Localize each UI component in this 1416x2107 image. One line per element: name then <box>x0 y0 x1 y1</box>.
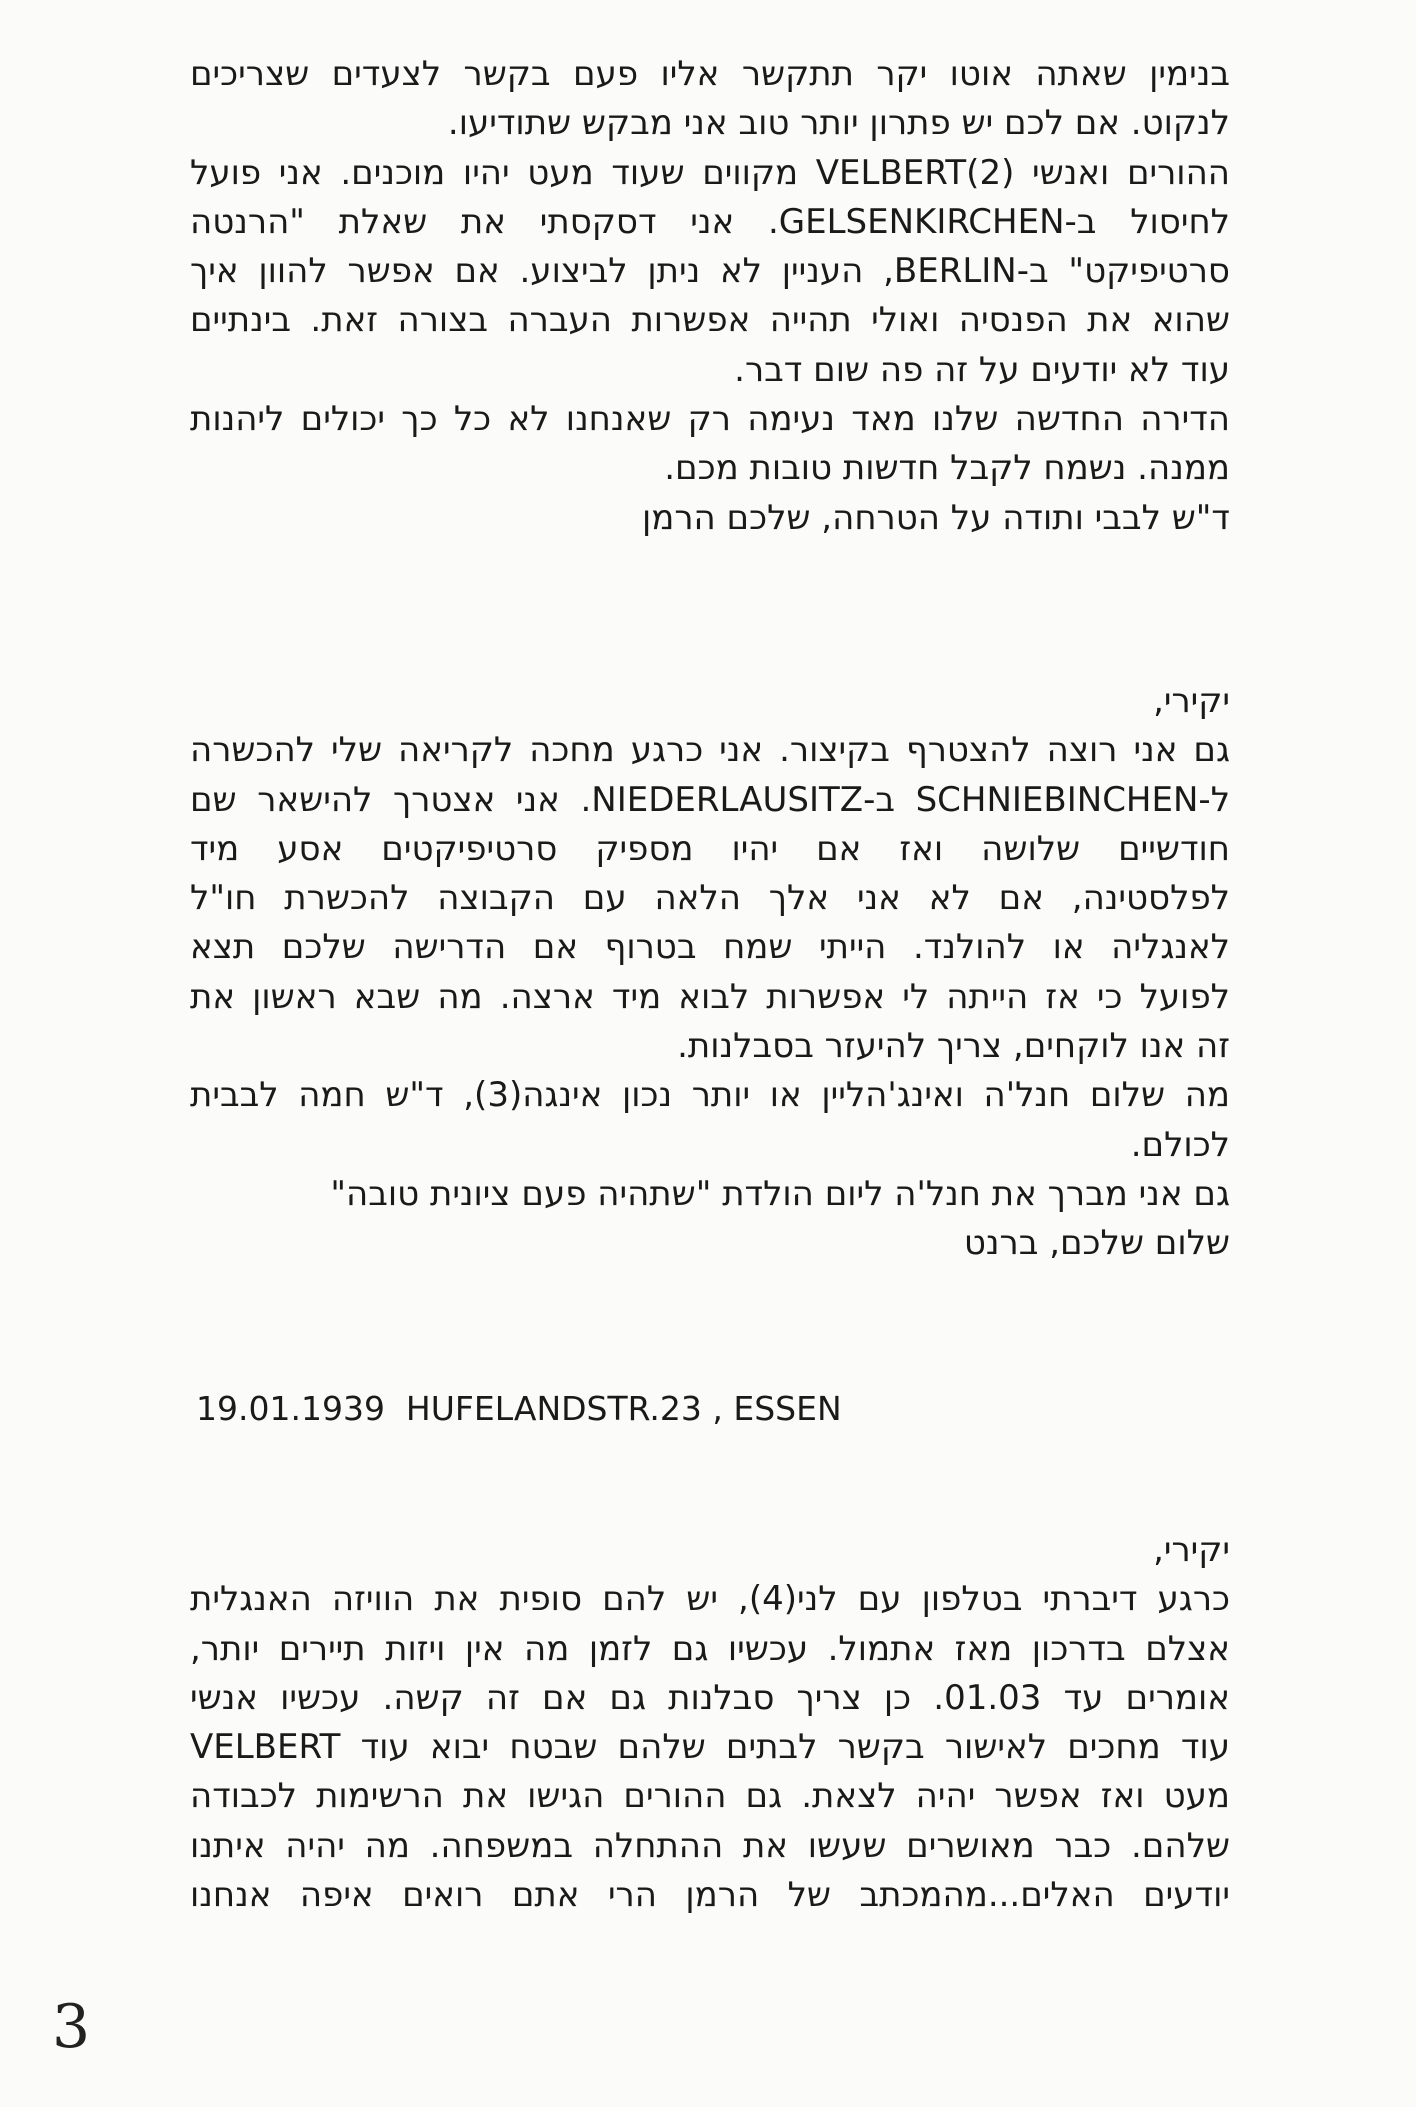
letter-2-text <box>190 677 1230 1269</box>
text-line: אומרים עד 01.03. כן צריך סבלנות גם אם זה קשה. עכשיו אנשי <box>190 1677 1230 1718</box>
text-line: חודשיים שלושה ואז אם יהיו מספיק סרטיפיקטים אסע מיד <box>190 828 1230 869</box>
text-line: אצלם בדרכון מאז אתמול. עכשיו גם לזמן מה אין ויזות תיירים יותר, <box>190 1628 1230 1669</box>
letter-1-text <box>190 50 1230 543</box>
text-line: ההורים ואנשי VELBERT(2) מקווים שעוד מעט יהיו מוכנים. אני פועל <box>190 152 1230 193</box>
salutation: יקירי, <box>1153 681 1230 721</box>
text-line: ממנה. נשמח לקבל חדשות טובות מכם. <box>664 448 1230 489</box>
signature-line: ד"ש לבבי ותודה על הטרחה, שלכם הרמן <box>641 497 1230 538</box>
text-line: ל-SCHNIEBINCHEN ב-NIEDERLAUSITZ. אני אצטרך להישאר שם <box>190 779 1231 820</box>
text-line: VELBERT עוד מחכים לאישור בקשר לבתים שלהם שבטח יבוא עוד <box>190 1727 1230 1768</box>
text-line: לפועל כי אז הייתה לי אפשרות לבוא מיד ארצה. מה שבא ראשון את <box>190 976 1230 1017</box>
text-line: לנקוט. אם לכם יש פתרון יותר טוב אני מבקש שתודיעו. <box>447 103 1230 144</box>
text-line: שלהם. כבר מאושרים שעשו את ההתחלה במשפחה. מה יהיה איתנו <box>190 1825 1230 1866</box>
text-line: לכולם. <box>1130 1124 1230 1165</box>
text-line: לחיסול ב-GELSENKIRCHEN. אני דסקסתי את שאלת "הרנטה <box>190 201 1230 242</box>
text-line: שהוא את הפנסיה ואולי תהייה אפשרות העברה בצורה זאת. בינתיים <box>190 300 1230 341</box>
letter-dateline: 19.01.1939 HUFELANDSTR.23 , ESSEN <box>196 1389 842 1428</box>
signature-line: שלום שלכם, ברנט <box>963 1223 1230 1264</box>
text-line: לאנגליה או להולנד. הייתי שמח בטרוף אם הדרישה שלכם תצא <box>190 927 1230 968</box>
text-line: גם אני מברך את חנל'ה ליום הולדת "שתהיה פעם ציונית טובה" <box>330 1173 1230 1214</box>
text-line: לפלסטינה, אם לא אני אלך הלאה עם הקבוצה להכשרת חו"ל <box>190 878 1230 919</box>
text-line: גם אני רוצה להצטרף בקיצור. אני כרגע מחכה לקריאה שלי להכשרה <box>190 730 1230 771</box>
text-line: סרטיפיקט" ב-BERLIN, העניין לא ניתן לביצוע. אם אפשר להוון איך <box>190 251 1230 292</box>
letter-3-text <box>190 1526 1230 1920</box>
text-line: יודעים האלים...מהמכתב של הרמן הרי אתם רואים איפה אנחנו <box>190 1875 1230 1916</box>
text-line: מעט ואז אפשר יהיה לצאת. גם ההורים הגישו את הרשימות לכבודה <box>190 1776 1230 1817</box>
text-line: זה אנו לוקחים, צריך להיעזר בסבלנות. <box>677 1026 1230 1067</box>
salutation: יקירי, <box>1153 1530 1230 1570</box>
text-line: מה שלום חנל'ה ואינג'הליין או יותר נכון אינגה(3), ד"ש חמה לבבית <box>190 1075 1231 1116</box>
text-line: הדירה החדשה שלנו מאד נעימה רק שאנחנו לא כל כך יכולים ליהנות <box>190 399 1230 440</box>
text-line: כרגע דיברתי בטלפון עם לני(4), יש להם סופית את הוויזה האנגלית <box>190 1579 1230 1620</box>
text-line: בנימין שאתה אוטו יקר תתקשר אליו פעם בקשר לצעדים שצריכים <box>190 54 1230 94</box>
page-number: 3 <box>52 1992 91 2062</box>
text-line: עוד לא יודעים על זה פה שום דבר. <box>734 349 1230 390</box>
